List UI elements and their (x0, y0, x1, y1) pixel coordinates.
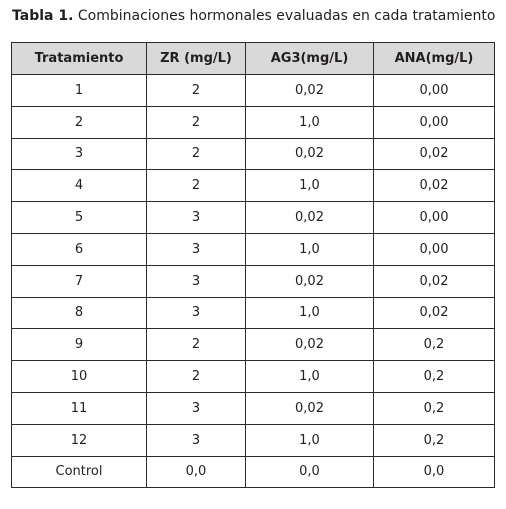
table-row (12, 265, 495, 297)
cell-tratamiento: 12 (12, 424, 147, 456)
cell-ag3: 1,0 (246, 170, 374, 202)
cell-ag3: 1,0 (246, 424, 374, 456)
cell-ana: 0,2 (374, 361, 495, 393)
cell-tratamiento: 10 (12, 361, 147, 393)
cell-tratamiento: 2 (12, 106, 147, 138)
cell-zr: 3 (147, 424, 246, 456)
table-row (12, 297, 495, 329)
hormone-table (11, 42, 495, 488)
cell-zr: 2 (147, 170, 246, 202)
header-cell-ag3: AG3(mg/L) (246, 43, 374, 75)
cell-zr: 0,0 (147, 456, 246, 488)
cell-ana: 0,00 (374, 233, 495, 265)
cell-ag3: 0,02 (246, 329, 374, 361)
table-row (12, 456, 495, 488)
table-row (12, 361, 495, 393)
cell-tratamiento: Control (12, 456, 147, 488)
cell-zr: 3 (147, 233, 246, 265)
cell-ana: 0,02 (374, 138, 495, 170)
cell-tratamiento: 9 (12, 329, 147, 361)
cell-ana: 0,0 (374, 456, 495, 488)
header-row (12, 43, 495, 75)
cell-zr: 2 (147, 361, 246, 393)
header-cell-ana: ANA(mg/L) (374, 43, 495, 75)
table-caption (12, 6, 495, 26)
cell-ag3: 0,02 (246, 138, 374, 170)
table-container (11, 42, 494, 488)
table-body (12, 75, 495, 488)
cell-ag3: 0,02 (246, 202, 374, 234)
cell-tratamiento: 3 (12, 138, 147, 170)
cell-ag3: 0,02 (246, 265, 374, 297)
caption-label: Tabla 1. (12, 8, 74, 24)
cell-tratamiento: 7 (12, 265, 147, 297)
cell-tratamiento: 11 (12, 392, 147, 424)
cell-zr: 3 (147, 392, 246, 424)
cell-ana: 0,00 (374, 106, 495, 138)
table-row (12, 424, 495, 456)
cell-tratamiento: 4 (12, 170, 147, 202)
cell-zr: 3 (147, 202, 246, 234)
cell-tratamiento: 5 (12, 202, 147, 234)
cell-ag3: 1,0 (246, 106, 374, 138)
cell-ana: 0,02 (374, 170, 495, 202)
table-row (12, 170, 495, 202)
cell-ana: 0,2 (374, 392, 495, 424)
cell-tratamiento: 8 (12, 297, 147, 329)
cell-ana: 0,02 (374, 297, 495, 329)
cell-zr: 2 (147, 138, 246, 170)
cell-ana: 0,00 (374, 75, 495, 107)
cell-ana: 0,02 (374, 265, 495, 297)
cell-zr: 3 (147, 265, 246, 297)
table-row (12, 202, 495, 234)
cell-zr: 3 (147, 297, 246, 329)
cell-ag3: 1,0 (246, 361, 374, 393)
table-header (12, 43, 495, 75)
cell-ana: 0,2 (374, 424, 495, 456)
header-cell-tratamiento: Tratamiento (12, 43, 147, 75)
table-row (12, 329, 495, 361)
cell-ag3: 0,0 (246, 456, 374, 488)
table-row (12, 138, 495, 170)
cell-tratamiento: 6 (12, 233, 147, 265)
cell-zr: 2 (147, 75, 246, 107)
cell-ag3: 1,0 (246, 297, 374, 329)
cell-ag3: 0,02 (246, 75, 374, 107)
table-row (12, 106, 495, 138)
cell-ag3: 0,02 (246, 392, 374, 424)
cell-ag3: 1,0 (246, 233, 374, 265)
cell-zr: 2 (147, 106, 246, 138)
cell-ana: 0,2 (374, 329, 495, 361)
cell-tratamiento: 1 (12, 75, 147, 107)
cell-zr: 2 (147, 329, 246, 361)
header-cell-zr: ZR (mg/L) (147, 43, 246, 75)
table-row (12, 392, 495, 424)
cell-ana: 0,00 (374, 202, 495, 234)
table-row (12, 75, 495, 107)
table-row (12, 233, 495, 265)
caption-text: Combinaciones hormonales evaluadas en cada tratamiento (77, 8, 496, 24)
